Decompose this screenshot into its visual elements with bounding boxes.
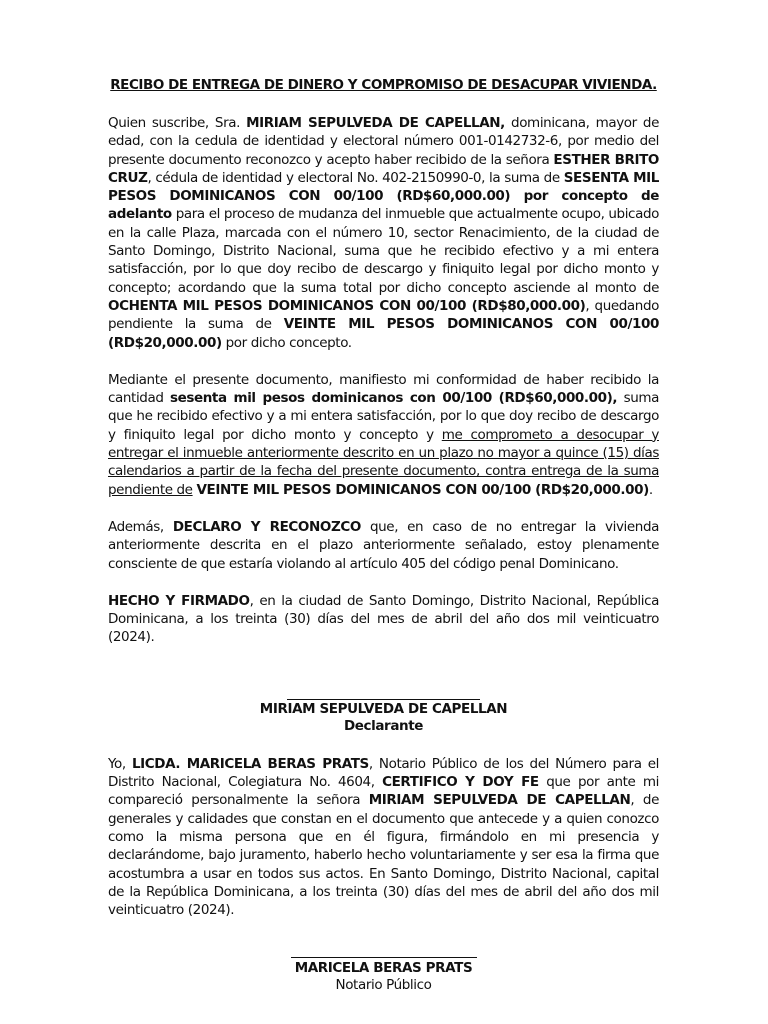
bold-segment: MIRIAM SEPULVEDA DE CAPELLAN [368,792,631,809]
text-segment: por dicho concepto. [221,334,352,351]
bold-segment: DECLARO Y RECONOZCO [172,518,361,535]
bold-segment: LICDA. MARICELA BERAS PRATS [131,755,369,772]
text-segment: suma que he recibido efectivo y a mi entera satisfacción, por lo que doy recibo de descargo y finiquito legal por dicho monto y concepto y [108,390,659,443]
paragraph-commitment [108,371,659,499]
bold-segment: OCHENTA MIL PESOS DOMINICANOS CON 00/100 (RD$80,000.00) [108,297,586,314]
bold-segment: HECHO Y FIRMADO [108,592,250,609]
text-segment: , en la ciudad de Santo Domingo, Distrito Nacional, República Dominicana, a los treinta (30) días del mes de abril del año dos mil veinticuatro (2024). [108,592,659,646]
text-segment: , de generales y calidades que constan en el documento que antecede y a quien conozco como la misma persona que en él figura, firmándolo en mi presencia y declarándome, bajo juramento, haberlo hecho voluntariamente y ser esa la firma que acostumbra a usar en todos sus actos. En Santo Domingo, Distrito Nacional, capital de la República Dominicana, a los treinta (30) días del mes de abril del año dos mil veinticuatro (2024). [108,792,659,919]
signature-block-declarant [108,699,659,735]
bold-segment: sesenta mil pesos dominicanos con 00/100 (RD$60,000.00), [169,390,618,407]
signature-role: Declarante [343,717,424,734]
bold-segment: SESENTA MIL PESOS DOMINICANOS CON 00/100 (RD$60,000.00) por concepto de adelanto [108,169,660,223]
bold-segment: CERTIFICO Y DOY FE [382,774,539,791]
text-segment: que por ante mi compareció personalmente la señora [108,774,660,809]
text-segment: . [648,481,653,498]
text-segment: para el proceso de mudanza del inmueble que actualmente ocupo, ubicado en la calle Plaza, marcada con el número 10, sector Renacimiento, de la ciudad de Santo Domingo, Distrito Nacional, suma que he recibido efectivo y a mi entera satisfacción, por lo que doy recibo de descargo y finiquito legal por dicho monto y concepto; acordando que la suma total por dicho concepto asciende al monto de [108,206,659,296]
text-segment: , quedando pendiente la suma de [108,297,659,333]
text-segment: , Notario Público de los del Número para el Distrito Nacional, Colegiatura No. 4604, [108,755,659,791]
signature-name: MIRIAM SEPULVEDA DE CAPELLAN [259,700,508,717]
signature-line [291,957,477,958]
document-page [108,77,659,994]
text-segment: Quien suscribe, Sra. [108,115,247,131]
bold-segment: VEINTE MIL PESOS DOMINICANOS CON 00/100 (RD$20,000.00) [196,481,649,498]
signature-name: MARICELA BERAS PRATS [294,960,473,977]
text-segment: Mediante el presente documento, manifiesto mi conformidad de haber recibido la cantidad [108,371,659,407]
underlined-segment: me comprometo a desocupar y entregar el inmueble anteriormente descrito en un plazo no mayor a quince (15) días calendarios a partir de la fecha del presente documento, contra entrega de la suma pendiente de [108,426,659,498]
signature-block-notary [108,957,659,994]
text-segment: , cédula de identidad y electoral No. 402-2150990-0, la suma de [147,169,564,186]
text-segment: dominicana, mayor de edad, con la cedula de identidad y electoral número 001-0142732-6, por medio del presente documento reconozco y acepto haber recibido de la señora [108,115,660,168]
text-segment: Yo, [108,755,132,772]
paragraph-declaration [108,518,659,573]
signature-line [287,699,480,700]
paragraph-notary [108,755,659,920]
document-title: RECIBO DE ENTREGA DE DINERO Y COMPROMISO DE DESACUPAR VIVIENDA. [110,77,657,93]
text-segment: que, en caso de no entregar la vivienda anteriormente descrita en el plazo anteriormente señalado, estoy plenamente consciente de que estaría violando al artículo 405 del código penal Dominicano. [108,518,659,572]
bold-segment: VEINTE MIL PESOS DOMINICANOS CON 00/100 (RD$20,000.00) [108,316,659,351]
text-segment: Además, [108,518,173,535]
bold-segment: MIRIAM SEPULVEDA DE CAPELLAN, [246,115,505,131]
bold-segment: ESTHER BRITO CRUZ [108,151,659,186]
paragraph-receipt [108,114,659,352]
signature-role: Notario Público [335,977,432,994]
paragraph-signed [108,592,659,647]
